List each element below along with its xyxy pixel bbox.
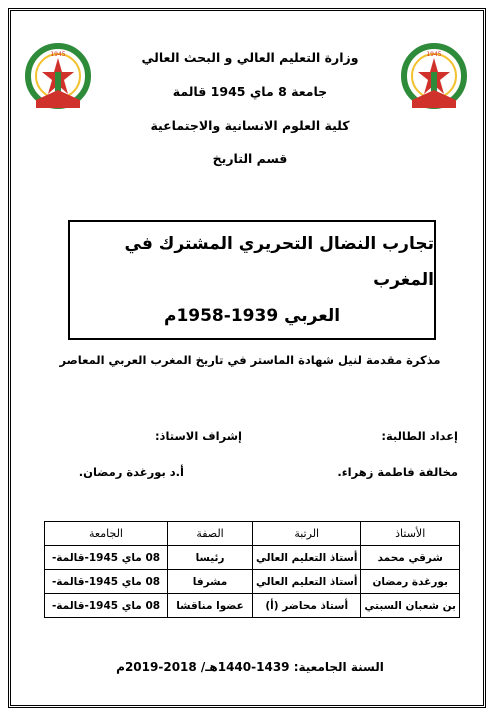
committee-header-row xyxy=(45,522,460,546)
header-rank: الرتبة xyxy=(253,522,361,546)
supervisor-name: أ.د بورغدة رمضان. xyxy=(78,465,184,479)
thesis-title-box xyxy=(68,220,436,340)
professor-cell: شرقي محمد xyxy=(361,546,460,570)
header-university: الجامعة xyxy=(45,522,168,546)
university-logo-right xyxy=(398,42,470,114)
university-name: جامعة 8 ماي 1945 قالمة xyxy=(172,84,328,99)
table-row xyxy=(45,594,460,618)
university-logo-left xyxy=(22,42,94,114)
role-cell: عضوا مناقشا xyxy=(168,594,253,618)
university-cell: 08 ماي 1945-قالمة- xyxy=(45,546,168,570)
thesis-subtitle: مذكرة مقدمة لنيل شهادة الماستر في تاريخ المغرب العربي المعاصر xyxy=(59,353,441,367)
rank-cell: أستاذ التعليم العالي xyxy=(253,546,361,570)
table-row xyxy=(45,570,460,594)
professor-cell: بن شعبان السبتي xyxy=(361,594,460,618)
academic-year: السنة الجامعية: 1439-1440هـ/ 2018-2019م xyxy=(116,660,384,674)
thesis-title-line-1: تجارب النضال التحريري المشترك في المغرب xyxy=(124,234,434,290)
header-professor: الأستاذ xyxy=(361,522,460,546)
logo-year-text: 1945 xyxy=(426,51,442,58)
table-row xyxy=(45,546,460,570)
header-role: الصفة xyxy=(168,522,253,546)
university-cell: 08 ماي 1945-قالمة- xyxy=(45,594,168,618)
ministry-name: وزارة التعليم العالي و البحث العالي xyxy=(141,50,359,65)
logo-year-text: 1945 xyxy=(50,51,66,58)
role-cell: مشرفا xyxy=(168,570,253,594)
faculty-name: كلية العلوم الانسانية والاجتماعية xyxy=(150,118,350,133)
university-cell: 08 ماي 1945-قالمة- xyxy=(45,570,168,594)
student-label: إعداد الطالبة: xyxy=(381,429,458,443)
supervisor-label: إشراف الاستاذ: xyxy=(154,429,242,443)
student-name: مخالفة فاطمة زهراء. xyxy=(337,465,458,479)
rank-cell: أستاذ محاضر (أ) xyxy=(253,594,361,618)
thesis-title-line-2: العربي 1939-1958م xyxy=(163,306,341,326)
department-name: قسم التاريخ xyxy=(212,151,288,166)
professor-cell: بورغدة رمضان xyxy=(361,570,460,594)
committee-table xyxy=(44,521,460,618)
role-cell: رئيسا xyxy=(168,546,253,570)
rank-cell: أستاذ التعليم العالي xyxy=(253,570,361,594)
